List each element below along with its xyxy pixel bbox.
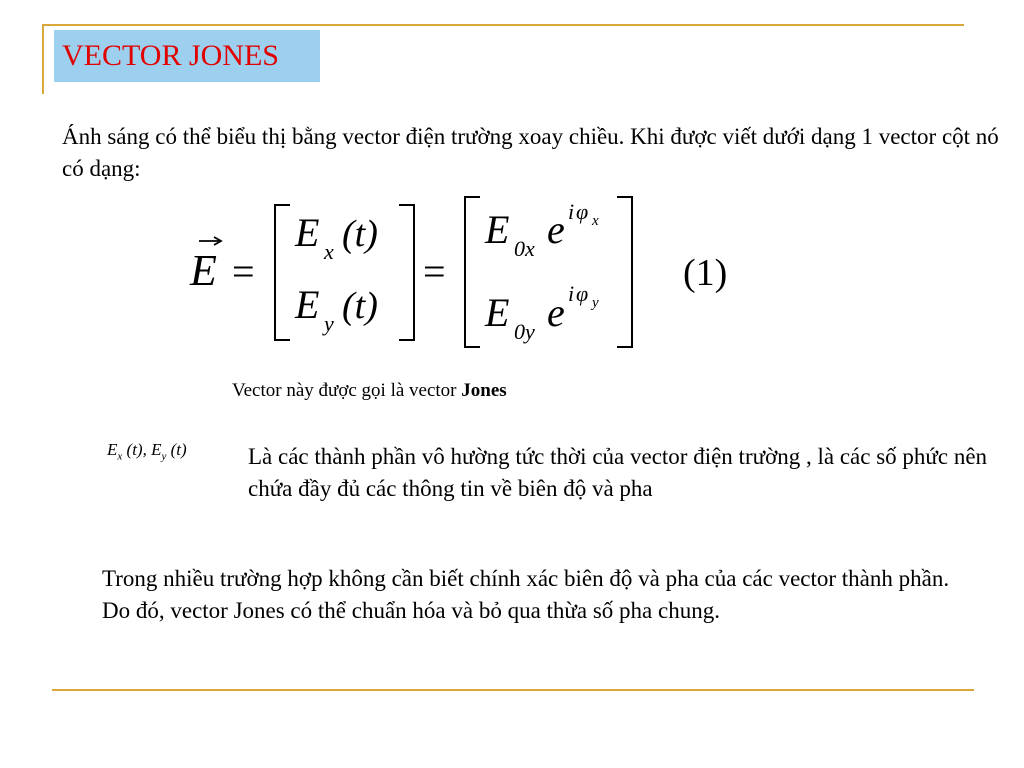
rhs2-e: e — [547, 290, 565, 335]
rhs2-E: E — [485, 290, 510, 335]
jones-caption — [232, 380, 507, 402]
rhs1-phi: φ — [576, 199, 589, 224]
row2-arg: (t) — [342, 285, 378, 327]
rhs1-sub: 0x — [514, 236, 535, 261]
sym-E-y: E — [151, 440, 162, 459]
eq-sign-1: = — [232, 249, 255, 294]
closing-paragraph: Trong nhiều trường hợp không cần biết chính xác biên độ và pha của các vector thành phần. Do đó, vector Jones có thể chuẩn hóa và bỏ qua thừa số pha chung. — [102, 566, 950, 623]
rhs2-phi: φ — [576, 281, 589, 306]
caption-text: Vector này được gọi là vector — [232, 380, 462, 401]
sym-sub-y: y — [161, 450, 167, 463]
equation-number: (1) — [683, 252, 728, 294]
row2-E: E — [295, 282, 320, 327]
rhs2-exp-sub: y — [592, 295, 599, 311]
rhs1-exp-sub: x — [592, 213, 599, 229]
row1-E: E — [295, 210, 320, 255]
lhs-E: E — [190, 246, 217, 295]
components-symbol — [107, 440, 187, 462]
rhs1-E: E — [485, 207, 510, 252]
components-description: Là các thành phần vô hường tức thời của vector điện trường , là các số phức nên chứa đầy đủ các thông tin về biên độ và pha — [248, 444, 988, 501]
sym-E-x: E — [107, 440, 118, 459]
row2-sub: y — [324, 311, 334, 336]
rhs2-sub: 0y — [514, 319, 535, 344]
row1-arg: (t) — [342, 213, 378, 255]
intro-paragraph: Ánh sáng có thể biểu thị bằng vector điện trường xoay chiều. Khi được viết dưới dạng 1 vector cột nó có dạng: — [62, 124, 999, 181]
eq-sign-2: = — [423, 249, 446, 294]
row1-sub: x — [324, 239, 334, 264]
bottom-rule — [52, 689, 974, 691]
sym-arg-2: (t) — [170, 440, 187, 459]
right-bracket-1 — [399, 205, 414, 340]
slide-title: VECTOR JONES — [62, 39, 279, 72]
right-bracket-2 — [617, 197, 632, 347]
sym-sub-x: x — [117, 450, 123, 463]
left-bracket-2 — [465, 197, 480, 347]
rhs1-i: i — [568, 199, 575, 224]
rhs2-i: i — [568, 281, 575, 306]
caption-bold: Jones — [461, 380, 507, 401]
sym-arg-1: (t), — [126, 440, 147, 459]
left-bracket-1 — [275, 205, 290, 340]
rhs1-e: e — [547, 207, 565, 252]
